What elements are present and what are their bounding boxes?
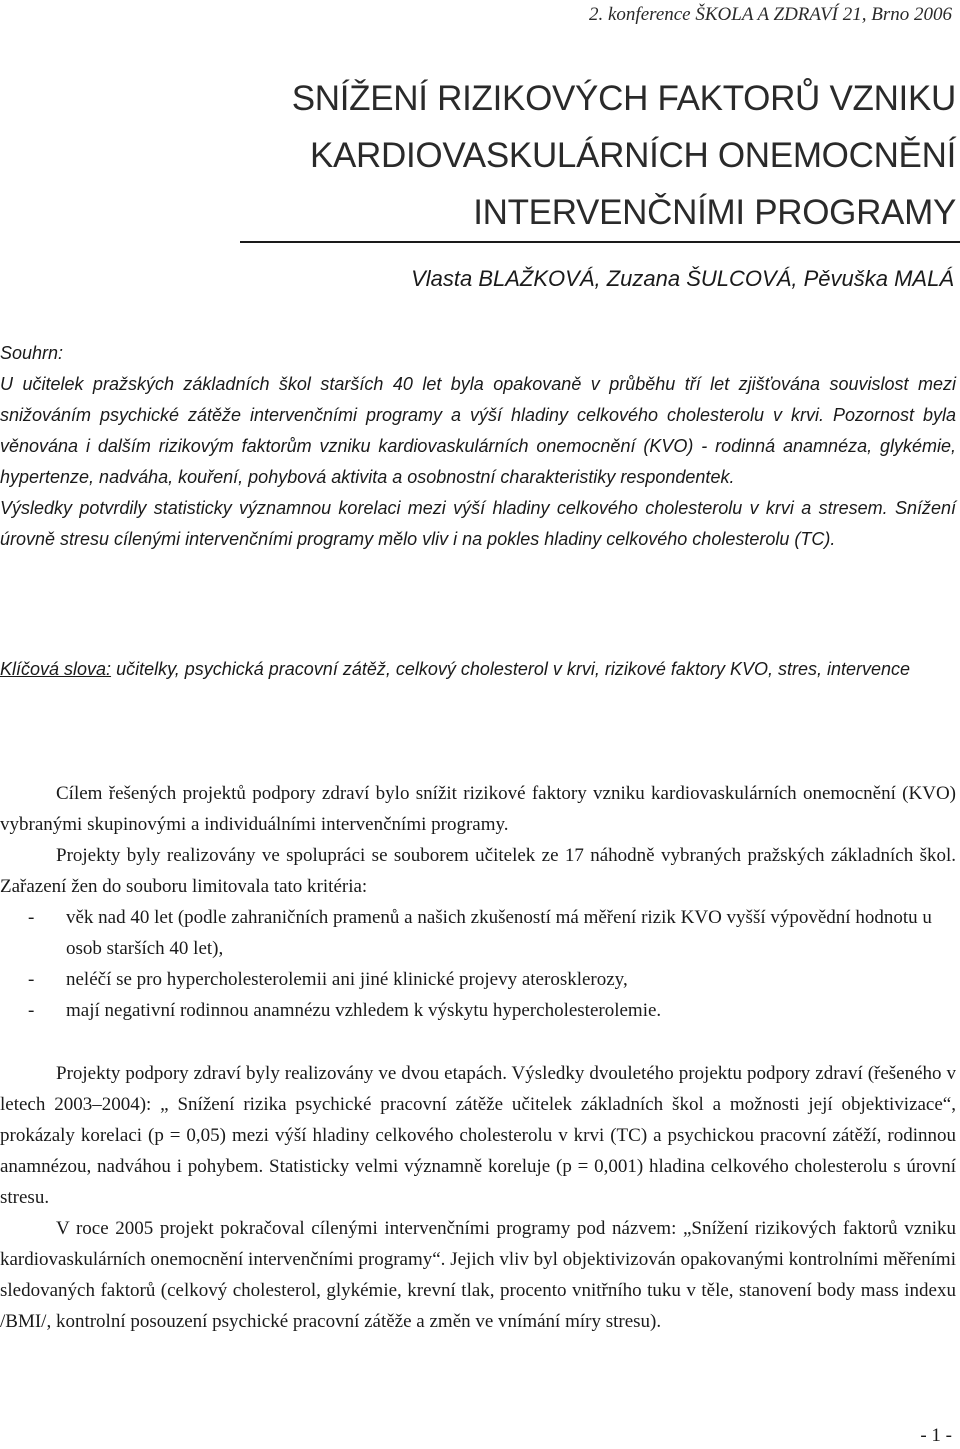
criteria-item: [0, 995, 956, 1026]
criteria-text: mají negativní rodinnou anamnézu vzhledem k výskytu hypercholesterolemie.: [66, 1000, 662, 1021]
paper-title: [56, 70, 956, 241]
summary-paragraph-1: U učitelek pražských základních škol starších 40 let byla opakovaně v průběhu tří let zjišťována souvislost mezi snižováním psychické zátěže intervenčními programy a výší hladiny celkového cholesterolu v krvi. Pozornost byla věnována i dalším rizikovým faktorům vzniku kardiovaskulárních onemocnění (KVO) - rodinná anamnéza, glykémie, hypertenze, nadváha, kouření, pohybová aktivita a osobnostní charakteristiky respondentek.: [0, 374, 956, 487]
body-paragraph-2005: V roce 2005 projekt pokračoval cílenými intervenčními programy pod názvem: „Snížení rizikových faktorů vzniku kardiovaskulárních onemocnění intervenčními programy“. Jejich vliv byl objektivizován opakovanými kontrolními měřeními sledovaných faktorů (celkový cholesterol, glykémie, krevní tlak, procento vnitřního tuku v těle, stanovení body mass indexu /BMI/, kontrolní posouzení psychické pracovní zátěže a změn ve vnímání míry stresu).: [0, 1218, 956, 1332]
criteria-list: [0, 902, 956, 1026]
list-marker: -: [28, 1000, 35, 1021]
body-paragraph-aim: Cílem řešených projektů podpory zdraví bylo snížit rizikové faktory vzniku kardiovaskulárních onemocnění (KVO) vybranými skupinovými a individuálními intervenčními programy.: [0, 783, 956, 835]
summary-section: [0, 338, 956, 555]
keywords-label: Klíčová slova:: [0, 659, 112, 679]
title-line-1: SNÍŽENÍ RIZIKOVÝCH FAKTORŮ VZNIKU: [291, 79, 956, 118]
title-line-3: INTERVENČNÍMI PROGRAMY: [473, 193, 956, 232]
running-header: 2. konference ŠKOLA A ZDRAVÍ 21, Brno 2006: [588, 4, 952, 25]
summary-heading: Souhrn:: [0, 343, 64, 363]
criteria-text: neléčí se pro hypercholesterolemii ani jiné klinické projevy aterosklerozy,: [66, 969, 628, 990]
author-list: Vlasta BLAŽKOVÁ, Zuzana ŠULCOVÁ, Pěvuška MALÁ: [411, 266, 954, 291]
title-divider: [240, 241, 960, 243]
main-body: [0, 778, 956, 1337]
keywords-section: [0, 654, 956, 685]
summary-paragraph-2: Výsledky potvrdily statisticky významnou korelaci mezi výší hladiny celkového cholesterolu v krvi a stresem. Snížení úrovně stresu cílenými intervenčními programy mělo vliv i na pokles hladiny celkového cholesterolu (TC).: [0, 498, 956, 549]
list-marker: -: [28, 907, 35, 928]
page-number: - 1 -: [920, 1425, 952, 1446]
criteria-item: [0, 964, 956, 995]
title-line-2: KARDIOVASKULÁRNÍCH ONEMOCNĚNÍ: [309, 136, 956, 175]
body-paragraph-sample: Projekty byly realizovány ve spolupráci se souborem učitelek ze 17 náhodně vybraných pražských základních škol. Zařazení žen do souboru limitovala tato kritéria:: [0, 845, 956, 897]
list-marker: -: [28, 969, 35, 990]
criteria-text: věk nad 40 let (podle zahraničních pramenů a našich zkušeností má měření rizik KVO vyšší výpovědní hodnotu u osob starších 40 let),: [66, 907, 932, 959]
body-paragraph-results: Projekty podpory zdraví byly realizovány ve dvou etapách. Výsledky dvouletého projektu podpory zdraví (řešeného v letech 2003–2004): „ Snížení rizika psychické pracovní zátěže učitelek základních škol a možnosti její objektivizace“, prokázaly korelaci (p = 0,05) mezi výší hladiny celkového cholesterolu v krvi (TC) a psychickou pracovní zátěží, rodinnou anamnézou, nadváhou i pohybem. Statisticky velmi významně koreluje (p = 0,001) hladina celkového cholesterolu s úrovní stresu.: [0, 1063, 956, 1208]
keywords-text: učitelky, psychická pracovní zátěž, celkový cholesterol v krvi, rizikové faktory KVO, stres, intervence: [111, 659, 911, 679]
paragraph-spacer: [0, 1026, 956, 1058]
criteria-item: [0, 902, 956, 964]
